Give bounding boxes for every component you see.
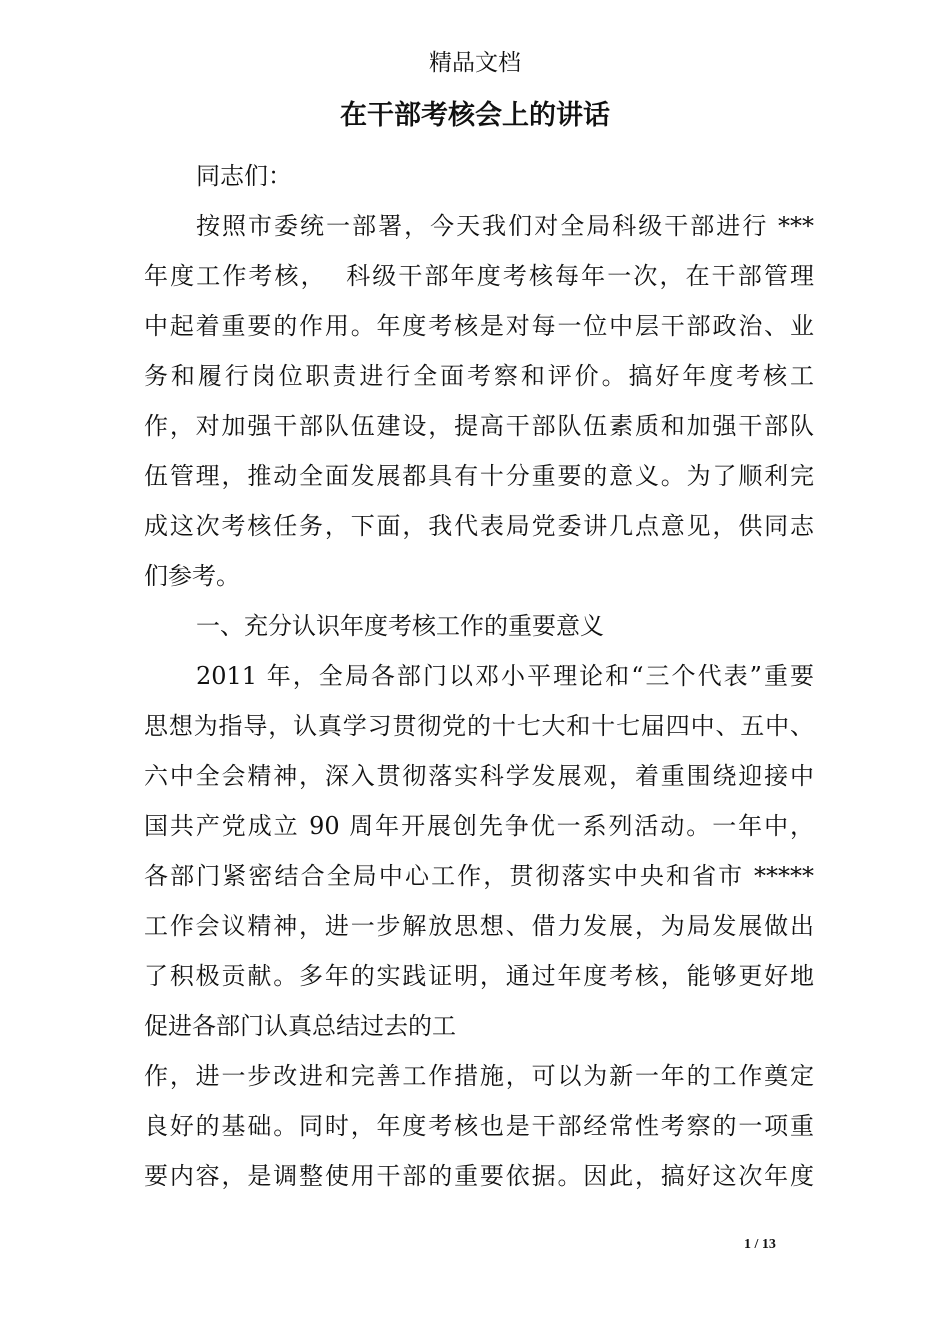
paragraph-line: 国共产党成立 90 周年开展创先争优一系列活动。一年中， xyxy=(144,812,814,840)
document-title: 在干部考核会上的讲话 xyxy=(340,100,610,131)
document-body xyxy=(144,151,814,1201)
paragraph-line: 要内容，是调整使用干部的重要依据。因此，搞好这次年度 xyxy=(144,1162,814,1190)
paragraph-line: 了积极贡献。多年的实践证明，通过年度考核，能够更好地 xyxy=(144,962,814,990)
salutation-line: 同志们： xyxy=(196,162,292,190)
paragraph-line: 各部门紧密结合全局中心工作，贯彻落实中央和省市 ***** xyxy=(144,862,814,890)
paragraph-line: 按照市委统一部署，今天我们对全局科级干部进行 *** xyxy=(196,212,814,240)
page-number: 1 / 13 xyxy=(744,1237,776,1252)
document-header: 精品文档 xyxy=(429,50,521,76)
paragraph-line: 务和履行岗位职责进行全面考察和评价。搞好年度考核工 xyxy=(144,362,814,390)
paragraph-line: 作，对加强干部队伍建设，提高干部队伍素质和加强干部队 xyxy=(144,412,814,440)
paragraph-line: 成这次考核任务，下面，我代表局党委讲几点意见，供同志 xyxy=(144,512,814,540)
paragraph-line: 伍管理，推动全面发展都具有十分重要的意义。为了顺利完 xyxy=(144,462,814,490)
paragraph-line: 们参考。 xyxy=(144,562,240,590)
paragraph-line: 工作会议精神，进一步解放思想、借力发展，为局发展做出 xyxy=(144,912,814,940)
paragraph-line: 促进各部门认真总结过去的工 xyxy=(144,1012,456,1040)
paragraph-line: 六中全会精神，深入贯彻落实科学发展观，着重围绕迎接中 xyxy=(144,762,814,790)
paragraph-line: 2011 年，全局各部门以邓小平理论和“三个代表”重要 xyxy=(196,662,814,690)
section-heading: 一、充分认识年度考核工作的重要意义 xyxy=(196,612,604,640)
paragraph-line: 良好的基础。同时，年度考核也是干部经常性考察的一项重 xyxy=(144,1112,814,1140)
paragraph-line: 年度工作考核， 科级干部年度考核每年一次，在干部管理 xyxy=(144,262,814,290)
paragraph-line: 作，进一步改进和完善工作措施，可以为新一年的工作奠定 xyxy=(144,1062,814,1090)
paragraph-line: 中起着重要的作用。年度考核是对每一位中层干部政治、业 xyxy=(144,312,814,340)
paragraph-line: 思想为指导，认真学习贯彻党的十七大和十七届四中、五中、 xyxy=(144,712,814,740)
